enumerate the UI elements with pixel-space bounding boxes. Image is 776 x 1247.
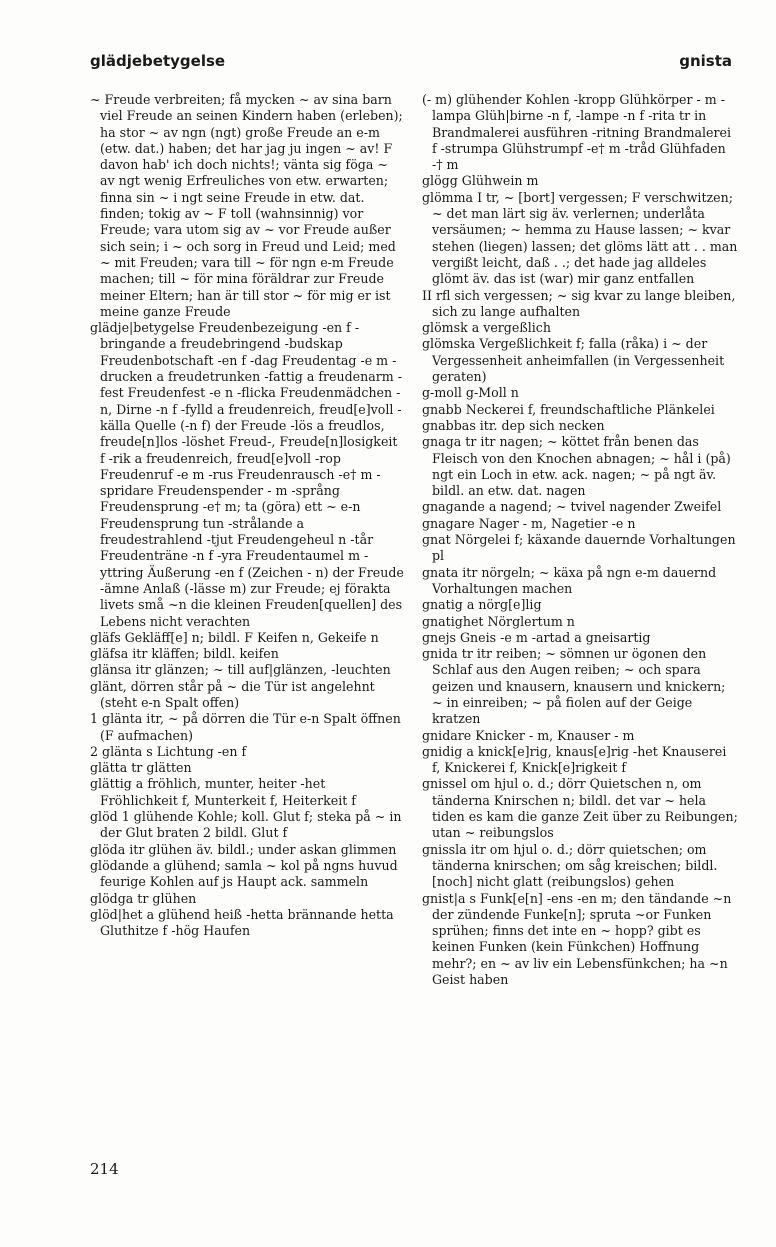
running-head-right: gnista <box>679 52 732 70</box>
dictionary-entry: gnaga tr itr nagen; ~ köttet från benen das Fleisch von den Knochen abnagen; ~ hål i (på) ngt ein Loch in etw. ack. nagen; ~ på ngt äv. bildl. an etw. dat. nagen <box>422 434 731 499</box>
dictionary-entry: glöda itr glühen äv. bildl.; under askan glimmen <box>90 841 397 857</box>
dictionary-entry: gläfs Gekläff[e] n; bildl. F Keifen n, Gekeife n <box>90 629 379 645</box>
dictionary-entry: glömma I tr, ~ [bort] vergessen; F verschwitzen; ~ det man lärt sig äv. verlernen; underlåta versäumen; ~ hemma zu Hause lassen; ~ kvar stehen (liegen) lassen; det glöms lätt att . . man vergißt leicht, daß . .; det hade jag alldeles glömt äv. das ist (war) mir ganz entfallen <box>422 189 738 287</box>
dictionary-entry: glödande a glühend; samla ~ kol på ngns huvud feurige Kohlen auf js Haupt ack. sammeln <box>90 857 398 890</box>
dictionary-entry: gnissel om hjul o. d.; dörr Quietschen n, om tänderna Knirschen n; bildl. det var ~ hela tiden es kam die ganze Zeit über zu Reibungen; utan ~ reibungslos <box>422 776 738 841</box>
dictionary-entry: glödga tr glühen <box>90 890 197 906</box>
dictionary-entry: glättig a fröhlich, munter, heiter -het Fröhlichkeit f, Munterkeit f, Heiterkeit f <box>90 776 356 808</box>
dictionary-entry: gnata itr nörgeln; ~ käxa på ngn e-m dauernd Vorhaltungen machen <box>422 564 717 596</box>
dictionary-entry: II rfl sich vergessen; ~ sig kvar zu lange bleiben, sich zu lange aufhalten <box>422 287 736 319</box>
page-number: 214 <box>90 1160 119 1178</box>
dictionary-entry: gnida tr itr reiben; ~ sömnen ur ögonen den Schlaf aus den Augen reiben; ~ och spara geizen und knausern, knausern und knickern; ~ in einreiben; ~ på fiolen auf der Geige kratzen <box>422 646 726 727</box>
dictionary-entry: gläfsa itr kläffen; bildl. keifen <box>90 646 279 662</box>
dictionary-entry: glänt, dörren står på ~ die Tür ist angelehnt (steht e-n Spalt offen) <box>90 678 375 710</box>
dictionary-entry: gnabb Neckerei f, freundschaftliche Plänkelei <box>422 401 715 417</box>
dictionary-column-right <box>422 92 738 988</box>
dictionary-entry: gnejs Gneis -e m -artad a gneisartig <box>422 629 651 645</box>
dictionary-entry: gnatighet Nörglertum n <box>422 613 575 629</box>
dictionary-entry: gnat Nörgelei f; käxande dauernde Vorhaltungen pl <box>422 532 736 564</box>
dictionary-entry: g-moll g-Moll n <box>422 385 519 401</box>
dictionary-entry: 1 glänta itr, ~ på dörren die Tür e-n Spalt öffnen (F aufmachen) <box>90 711 401 743</box>
dictionary-entry: gnagande a nagend; ~ tvivel nagender Zweifel <box>422 499 722 515</box>
dictionary-entry: glöd|het a glühend heiß -hetta brännande hetta Gluthitze f -hög Haufen <box>90 906 394 939</box>
dictionary-entry: glätta tr glätten <box>90 760 192 776</box>
dictionary-entry: glögg Glühwein m <box>422 173 539 189</box>
dictionary-entry: gnabbas itr. dep sich necken <box>422 417 605 433</box>
dictionary-entry: gnagare Nager - m, Nagetier -e n <box>422 515 636 531</box>
dictionary-entry: glömsk a vergeßlich <box>422 320 551 336</box>
dictionary-entry: gnissla itr om hjul o. d.; dörr quietschen; om tänderna knirschen; om såg kreischen; bildl. [noch] nicht glatt (reibungslos) gehen <box>422 841 718 890</box>
running-head-left: glädjebetygelse <box>90 52 226 70</box>
dictionary-entry: ~ Freude verbreiten; få mycken ~ av sina barn viel Freude an seinen Kindern haben (erleben); ha stor ~ av ngn (ngt) große Freude an e-m (etw. dat.) haben; det har jag ju ingen ~ av! F davon hab' ich doch nichts!; vänta sig föga ~ av ngt wenig Erfreuliches von etw. erwarten; finna sin ~ i ngt seine Freude in etw. dat. finden; tokig av ~ F toll (wahnsinnig) vor Freude; vara utom sig av ~ vor Freude außer sich sein; i ~ och sorg in Freud und Leid; med ~ mit Freuden; vara till ~ för ngn e-m Freude machen; till ~ för mina föräldrar zur Freude meiner Eltern; han är till stor ~ för mig er ist meine ganze Freude <box>90 92 403 319</box>
dictionary-entry: gnist|a s Funk[e[n] -ens -en m; den tändande ~n der zündende Funke[n]; spruta ~or Funken sprühen; finns det inte en ~ hopp? gibt es keinen Funken (kein Fünkchen) Hoffnung mehr?; en ~ av liv ein Lebensfünkchen; ha ~n Geist haben <box>422 890 732 988</box>
dictionary-entry: glädje|betygelse Freudenbezeigung -en f -bringande a freudebringend -budskap Freudenbotschaft -en f -dag Freudentag -e m -drucken a freudetrunken -fattig a freudenarm -fest Freudenfest -e n -flicka Freudenmädchen - n, Dirne -n f -fylld a freudenreich, freud[e]voll -källa Quelle (-n f) der Freude -lös a freudlos, freude[n]los -löshet Freud-, Freude[n]losigkeit f -rik a freudenreich, freud[e]voll -rop Freudenruf -e m -rus Freudenrausch -e† m -spridare Freudenspender - m -språng Freudensprung -e† m; ta (göra) ett ~ e-n Freudensprung tun -strålande a freudestrahlend -tjut Freudengeheul n -tår Freudenträne -n f -yra Freudentaumel m -yttring Äußerung -en f (Zeichen - n) der Freude -ämne Anlaß (-lässe m) zur Freude; ej förakta livets små ~n die kleinen Freuden[quellen] des Lebens nicht verachten <box>90 320 404 629</box>
dictionary-entry: (- m) glühender Kohlen -kropp Glühkörper - m -lampa Glüh|birne -n f, -lampe -n f -rita tr in Brandmalerei ausführen -ritning Brandmalerei f -strumpa Glühstrumpf -e† m -tråd Glühfaden -† m <box>422 92 732 173</box>
dictionary-entry: gnidare Knicker - m, Knauser - m <box>422 727 635 743</box>
dictionary-entry: glöd 1 glühende Kohle; koll. Glut f; steka på ~ in der Glut braten 2 bildl. Glut f <box>90 809 402 841</box>
dictionary-entry: glänsa itr glänzen; ~ till auf|glänzen, -leuchten <box>90 662 391 678</box>
dictionary-entry: gnatig a nörg[e]lig <box>422 597 542 613</box>
dictionary-column-left <box>90 92 406 939</box>
dictionary-entry: gnidig a knick[e]rig, knaus[e]rig -het Knauserei f, Knickerei f, Knick[e]rigkeit f <box>422 743 727 776</box>
dictionary-entry: 2 glänta s Lichtung -en f <box>90 743 247 759</box>
dictionary-entry: glömska Vergeßlichkeit f; falla (råka) i ~ der Vergessenheit anheimfallen (in Vergessenheit geraten) <box>422 336 725 385</box>
